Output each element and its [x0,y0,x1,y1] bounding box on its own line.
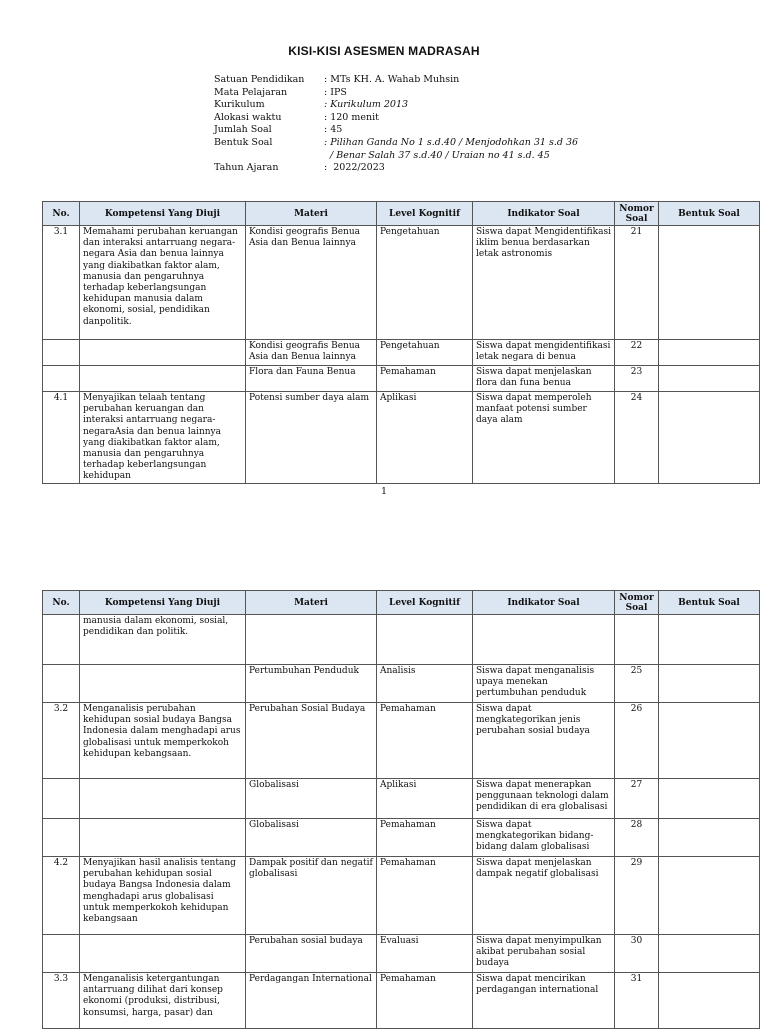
table-row [43,779,760,819]
cell-indikator: Siswa dapat memperoleh manfaat potensi sumber daya alam [473,392,615,484]
table-row [43,366,760,392]
cell-kompetensi [80,340,246,366]
cell-nomor: 30 [615,935,659,973]
table-row [43,703,760,779]
header-bentuk: Bentuk Soal [659,202,760,226]
cell-materi: Perubahan sosial budaya [246,935,377,973]
cell-bentuk [659,703,760,779]
cell-kompetensi [80,665,246,703]
cell-no [43,615,80,665]
cell-no [43,819,80,857]
cell-materi: Dampak positif dan negatif globalisasi [246,857,377,935]
header-indikator: Indikator Soal [473,591,615,615]
cell-indikator: Siswa dapat menganalisis upaya menekan pertumbuhan penduduk [473,665,615,703]
cell-no [43,935,80,973]
cell-materi: Kondisi geografis Benua Asia dan Benua lainnya [246,226,377,340]
cell-kompetensi: Menyajikan telaah tentang perubahan keruangan dan interaksi antarruang negara-negaraAsia dan benua lainnya yang diakibatkan faktor alam, manusia dan pengaruhnya terhadap keberlangsungan kehidupan [80,392,246,484]
header-level: Level Kognitif [377,591,473,615]
cell-kompetensi [80,935,246,973]
cell-nomor: 26 [615,703,659,779]
meta-row [214,162,578,175]
kisi-table-page-2 [42,590,760,1029]
table-row [43,665,760,703]
header-kompetensi: Kompetensi Yang Diuji [80,591,246,615]
table-row [43,819,760,857]
document-meta [214,74,578,175]
cell-no: 3.2 [43,703,80,779]
cell-bentuk [659,857,760,935]
meta-value: : 120 menit [324,111,379,123]
cell-kompetensi [80,779,246,819]
cell-kompetensi: Memahami perubahan keruangan dan interaksi antarruang negara-negara Asia dan benua lainnya yang diakibatkan faktor alam, manusia dan pengaruhnya terhadap keberlangsungan kehidupan manusia dalam ekonomi, sosial, pendidikan danpolitik. [80,226,246,340]
cell-no [43,366,80,392]
cell-nomor: 29 [615,857,659,935]
meta-row [214,99,578,112]
cell-kompetensi [80,819,246,857]
cell-materi: Perubahan Sosial Budaya [246,703,377,779]
cell-nomor [615,615,659,665]
cell-materi: Pertumbuhan Penduduk [246,665,377,703]
cell-bentuk [659,935,760,973]
cell-bentuk [659,366,760,392]
meta-label: Satuan Pendidikan [214,74,305,85]
meta-label [214,150,324,163]
cell-indikator: Siswa dapat menerapkan penggunaan teknologi dalam pendidikan di era globalisasi [473,779,615,819]
header-materi: Materi [246,591,377,615]
meta-label: Bentuk Soal [214,136,273,148]
meta-label: Kurikulum [214,99,265,111]
cell-nomor: 22 [615,340,659,366]
cell-indikator: Siswa dapat menjelaskan flora dan funa benua [473,366,615,392]
cell-no: 4.1 [43,392,80,484]
cell-bentuk [659,973,760,1029]
header-level: Level Kognitif [377,202,473,226]
cell-no: 3.1 [43,226,80,340]
cell-indikator: Siswa dapat mengidentifikasi letak negara di benua [473,340,615,366]
cell-bentuk [659,615,760,665]
meta-row [214,74,578,87]
cell-level: Aplikasi [377,392,473,484]
cell-kompetensi: Menyajikan hasil analisis tentang perubahan kehidupan sosial budaya Bangsa Indonesia dalam menghadapi arus globalisasi untuk memperkokoh kehidupan kebangsaan [80,857,246,935]
cell-level: Pemahaman [377,973,473,1029]
header-nomor: Nomor Soal [615,202,659,226]
cell-level: Pengetahuan [377,226,473,340]
cell-level: Pemahaman [377,703,473,779]
cell-level: Pemahaman [377,366,473,392]
cell-bentuk [659,779,760,819]
cell-nomor: 31 [615,973,659,1029]
cell-level: Evaluasi [377,935,473,973]
cell-no: 4.2 [43,857,80,935]
header-materi: Materi [246,202,377,226]
header-no: No. [43,591,80,615]
meta-label: Mata Pelajaran [214,86,288,98]
header-indikator: Indikator Soal [473,202,615,226]
cell-materi: Globalisasi [246,779,377,819]
meta-value: : Pilihan Ganda No 1 s.d.40 / Menjodohkan 31 s.d 36 [324,136,579,148]
cell-indikator: Siswa dapat menyimpulkan akibat perubahan sosial budaya [473,935,615,973]
meta-value: : 45 [324,124,343,136]
meta-label: Alokasi waktu [214,111,282,123]
cell-bentuk [659,665,760,703]
cell-level: Analisis [377,665,473,703]
table-row [43,935,760,973]
meta-row [214,137,578,150]
document-title: KISI-KISI ASESMEN MADRASAH [288,44,480,58]
cell-indikator: Siswa dapat mengkategorikan jenis perubahan sosial budaya [473,703,615,779]
cell-no: 3.3 [43,973,80,1029]
meta-label: Jumlah Soal [214,124,272,136]
cell-nomor: 28 [615,819,659,857]
meta-value: / Benar Salah 37 s.d.40 / Uraian no 41 s.d. 45 [324,149,550,161]
cell-kompetensi [80,366,246,392]
cell-indikator: Siswa dapat mengkategorikan bidang-bidang dalam globalisasi [473,819,615,857]
cell-no [43,665,80,703]
header-no: No. [43,202,80,226]
cell-kompetensi: Menganalisis ketergantungan antarruang dilihat dari konsep ekonomi (produksi, distribusi, konsumsi, harga, pasar) dan [80,973,246,1029]
cell-no [43,340,80,366]
page-number: 1 [380,486,388,497]
cell-indikator [473,615,615,665]
cell-materi: Perdagangan International [246,973,377,1029]
cell-level: Pengetahuan [377,340,473,366]
cell-materi: Potensi sumber daya alam [246,392,377,484]
cell-nomor: 25 [615,665,659,703]
table-header-row [43,202,760,226]
kisi-table-page-1 [42,201,760,484]
cell-bentuk [659,226,760,340]
cell-nomor: 24 [615,392,659,484]
table-row [43,340,760,366]
cell-nomor: 21 [615,226,659,340]
meta-row [214,112,578,125]
meta-label: Tahun Ajaran [214,162,279,174]
table-header-row [43,591,760,615]
cell-level: Aplikasi [377,779,473,819]
meta-row [214,150,578,163]
cell-bentuk [659,819,760,857]
cell-materi: Flora dan Fauna Benua [246,366,377,392]
cell-level: Pemahaman [377,819,473,857]
meta-value: : MTs KH. A. Wahab Muhsin [324,74,460,85]
cell-kompetensi: manusia dalam ekonomi, sosial, pendidikan dan politik. [80,615,246,665]
cell-kompetensi: Menganalisis perubahan kehidupan sosial budaya Bangsa Indonesia dalam menghadapi arus globalisasi untuk memperkokoh kehidupan kebangsaan. [80,703,246,779]
cell-level [377,615,473,665]
table-row [43,973,760,1029]
cell-indikator: Siswa dapat menjelaskan dampak negatif globalisasi [473,857,615,935]
cell-materi [246,615,377,665]
cell-nomor: 27 [615,779,659,819]
meta-value: : 2022/2023 [324,162,385,174]
table-row [43,857,760,935]
cell-no [43,779,80,819]
meta-value: : IPS [324,86,347,98]
header-nomor: Nomor Soal [615,591,659,615]
table-row [43,615,760,665]
cell-indikator: Siswa dapat mencirikan perdagangan international [473,973,615,1029]
table-row [43,226,760,340]
meta-row [214,87,578,100]
cell-indikator: Siswa dapat Mengidentifikasi iklim benua berdasarkan letak astronomis [473,226,615,340]
cell-bentuk [659,340,760,366]
header-kompetensi: Kompetensi Yang Diuji [80,202,246,226]
table-row [43,392,760,484]
cell-materi: Kondisi geografis Benua Asia dan Benua lainnya [246,340,377,366]
cell-nomor: 23 [615,366,659,392]
meta-value: : Kurikulum 2013 [324,99,409,111]
cell-materi: Globalisasi [246,819,377,857]
cell-bentuk [659,392,760,484]
cell-level: Pemahaman [377,857,473,935]
meta-row [214,124,578,137]
header-bentuk: Bentuk Soal [659,591,760,615]
